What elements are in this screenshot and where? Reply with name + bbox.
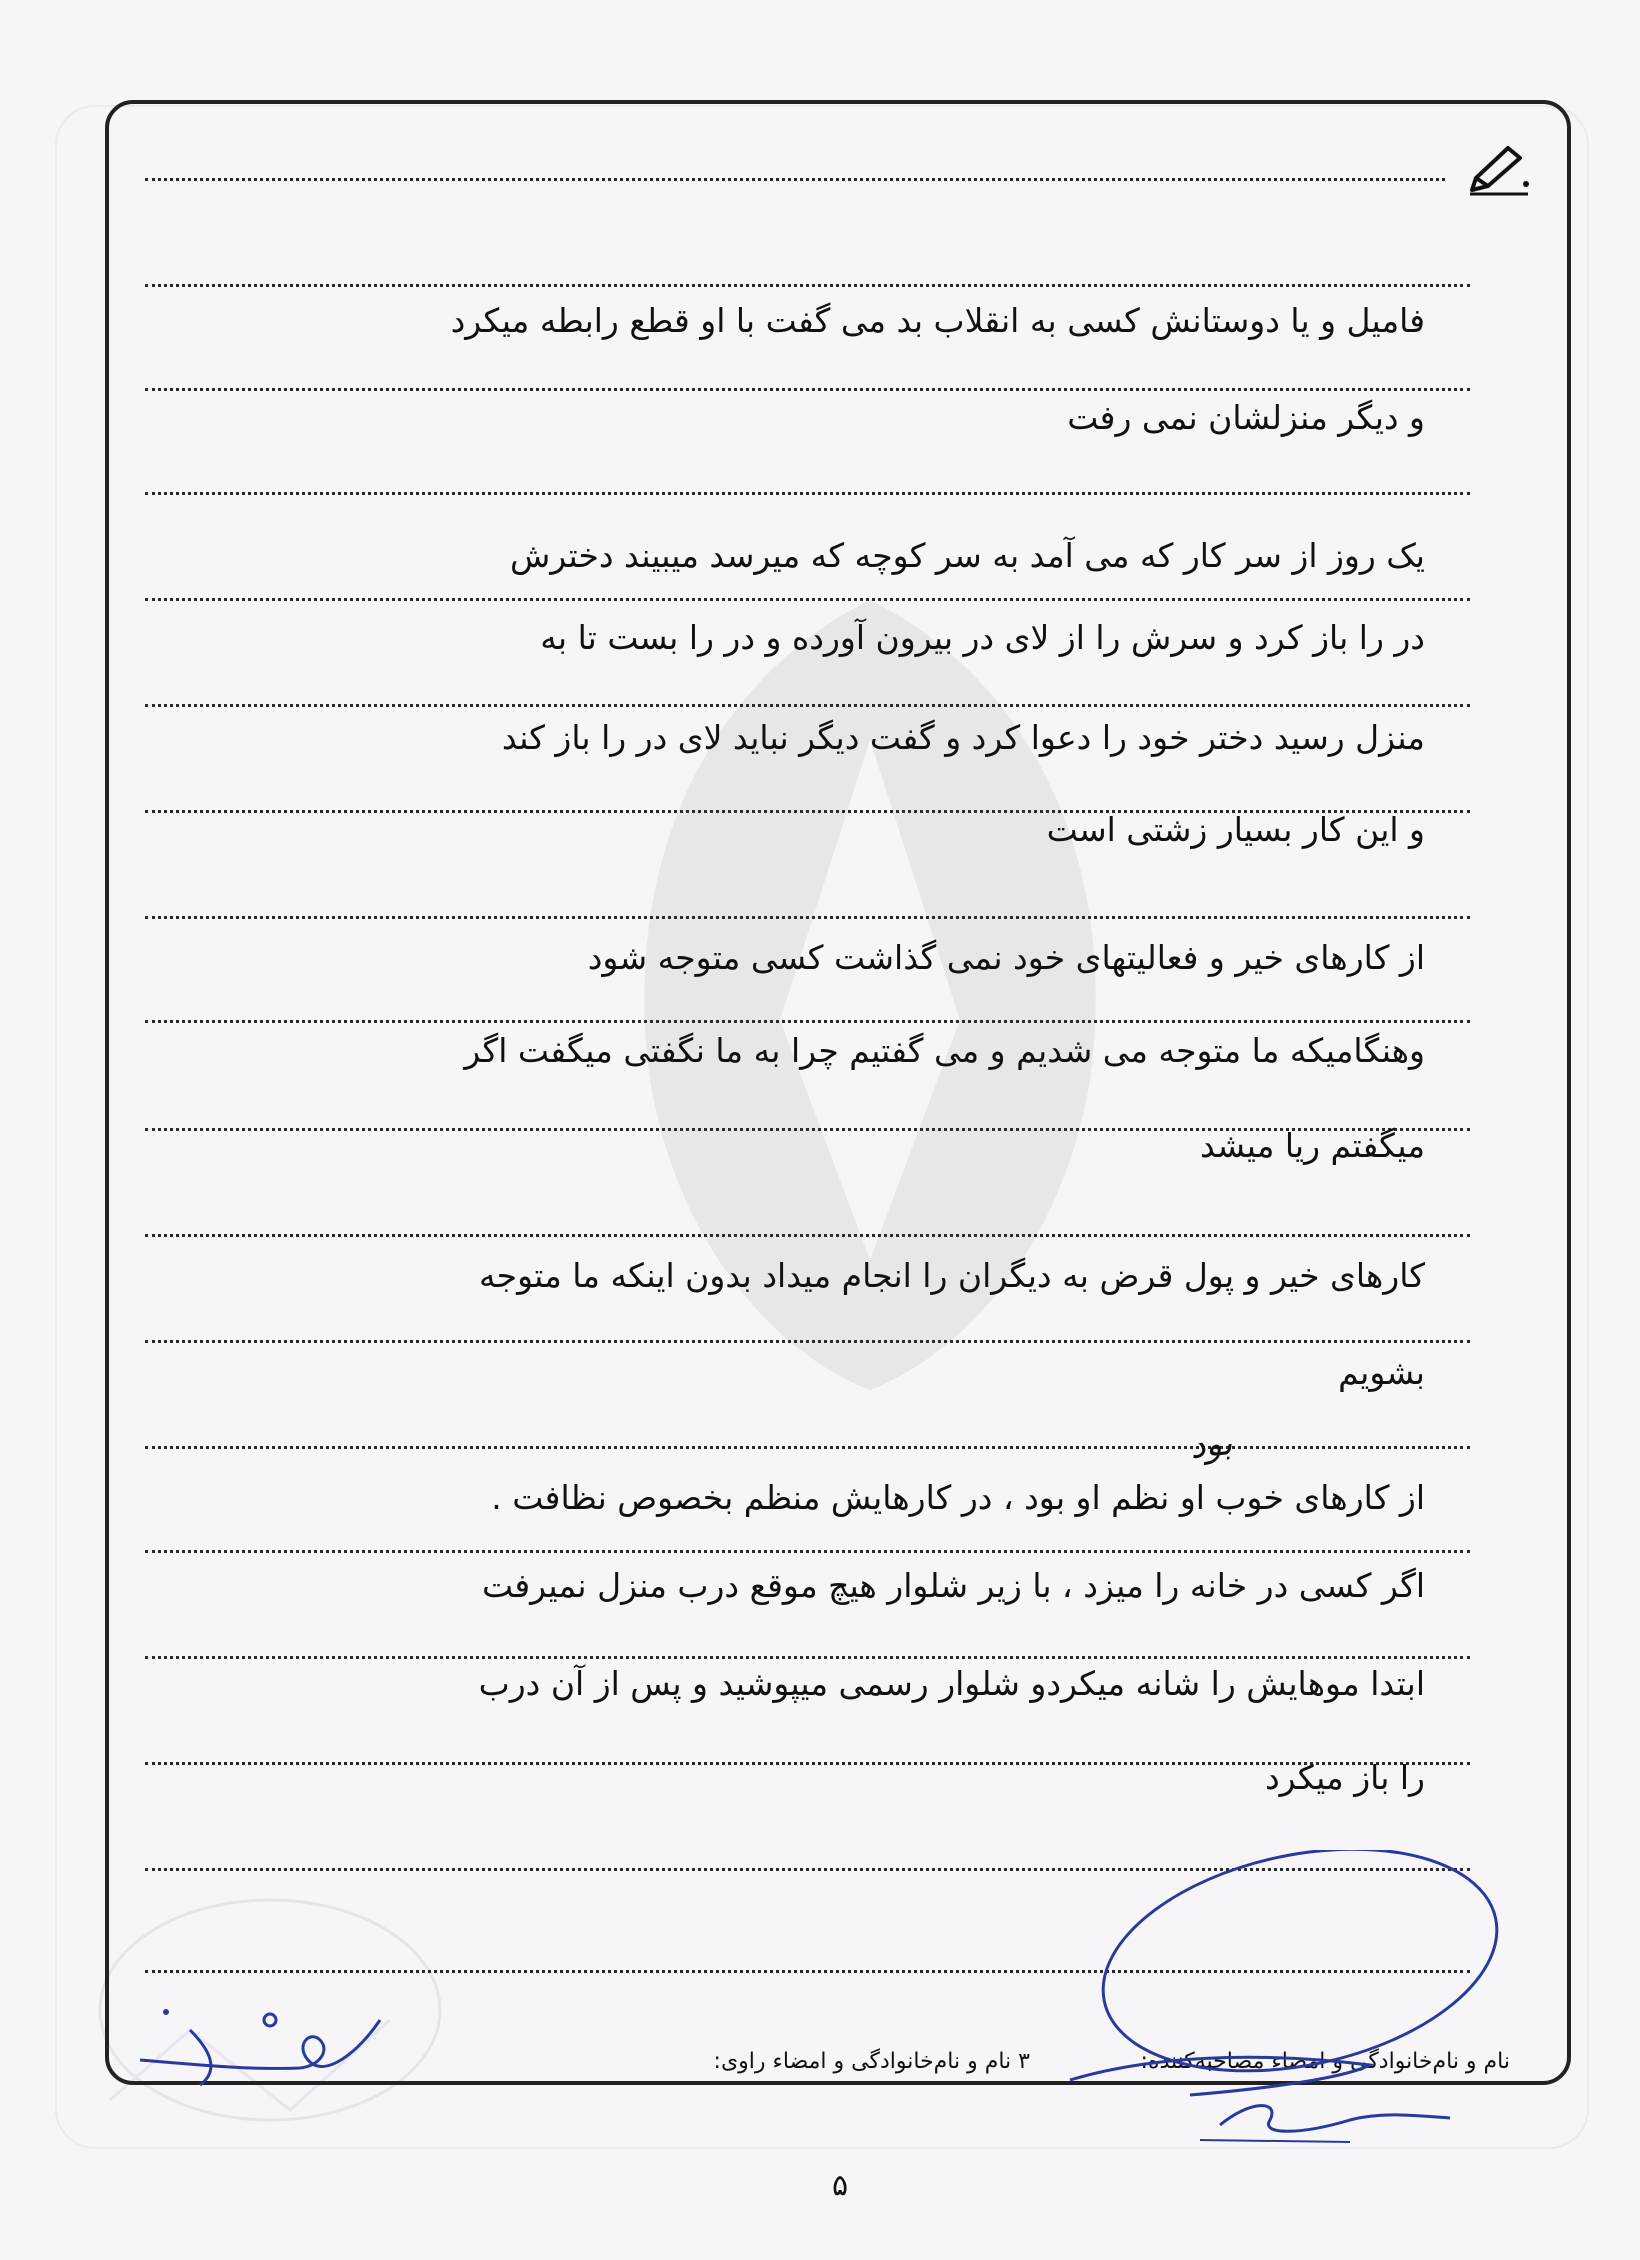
ruled-line (145, 704, 1470, 707)
ruled-line (145, 1550, 1470, 1553)
ruled-line (145, 1020, 1470, 1023)
ruled-line (145, 916, 1470, 919)
ruled-line (145, 1340, 1470, 1343)
text-line: و دیگر منزلشان نمی رفت (1067, 398, 1425, 437)
text-line: یک روز از سر کار که می آمد به سر کوچه که میرسد میبیند دخترش (510, 536, 1425, 575)
text-line: از کارهای خیر و فعالیتهای خود نمی گذاشت کسی متوجه شود (587, 938, 1425, 977)
handwritten-correction: بود (1188, 1422, 1235, 1468)
ruled-line (145, 388, 1470, 391)
interviewer-signature-label: نام و نام‌خانوادگی و امضاء مصاحبه‌کننده: (1140, 2049, 1510, 2074)
text-line: از کارهای خوب او نظم او بود ، در کارهایش منظم بخصوص نظافت . (491, 1478, 1425, 1517)
ruled-line (145, 598, 1470, 601)
page-number: ۵ (831, 2168, 849, 2203)
text-line: ابتدا موهایش را شانه میکردو شلوار رسمی میپوشید و پس از آن درب (478, 1664, 1425, 1703)
interviewer-signature (1050, 1850, 1530, 2170)
text-line: در را باز کرد و سرش را از لای در بیرون آورده و در را بست تا به (540, 618, 1425, 657)
pen-writing-icon (1468, 140, 1530, 196)
text-line: وهنگامیکه ما متوجه می شدیم و می گفتیم چرا به ما نگفتی میگفت اگر (464, 1031, 1425, 1070)
text-line: منزل رسید دختر خود را دعوا کرد و گفت دیگر نباید لای در را باز کند (501, 718, 1425, 757)
text-line: میگفتم ریا میشد (1199, 1126, 1425, 1165)
ruled-line (145, 492, 1470, 495)
ruled-line (145, 178, 1445, 181)
ruled-line (145, 284, 1470, 287)
narrator-signature-label: ۳ نام و نام‌خانوادگی و امضاء راوی: (713, 2049, 1030, 2074)
text-line: را باز میکرد (1264, 1758, 1425, 1797)
text-line: بشویم (1338, 1353, 1425, 1392)
ruled-line (145, 1446, 1470, 1449)
text-line: و این کار بسیار زشتی است (1046, 810, 1425, 849)
ruled-line (145, 1234, 1470, 1237)
text-line: فامیل و یا دوستانش کسی به انقلاب بد می گفت با او قطع رابطه میکرد (450, 301, 1425, 340)
text-line: کارهای خیر و پول قرض به دیگران را انجام میداد بدون اینکه ما متوجه (478, 1256, 1425, 1295)
text-line: اگر کسی در خانه را میزد ، با زیر شلوار هیچ موقع درب منزل نمیرفت (482, 1566, 1425, 1605)
narrator-signature (130, 1990, 390, 2100)
